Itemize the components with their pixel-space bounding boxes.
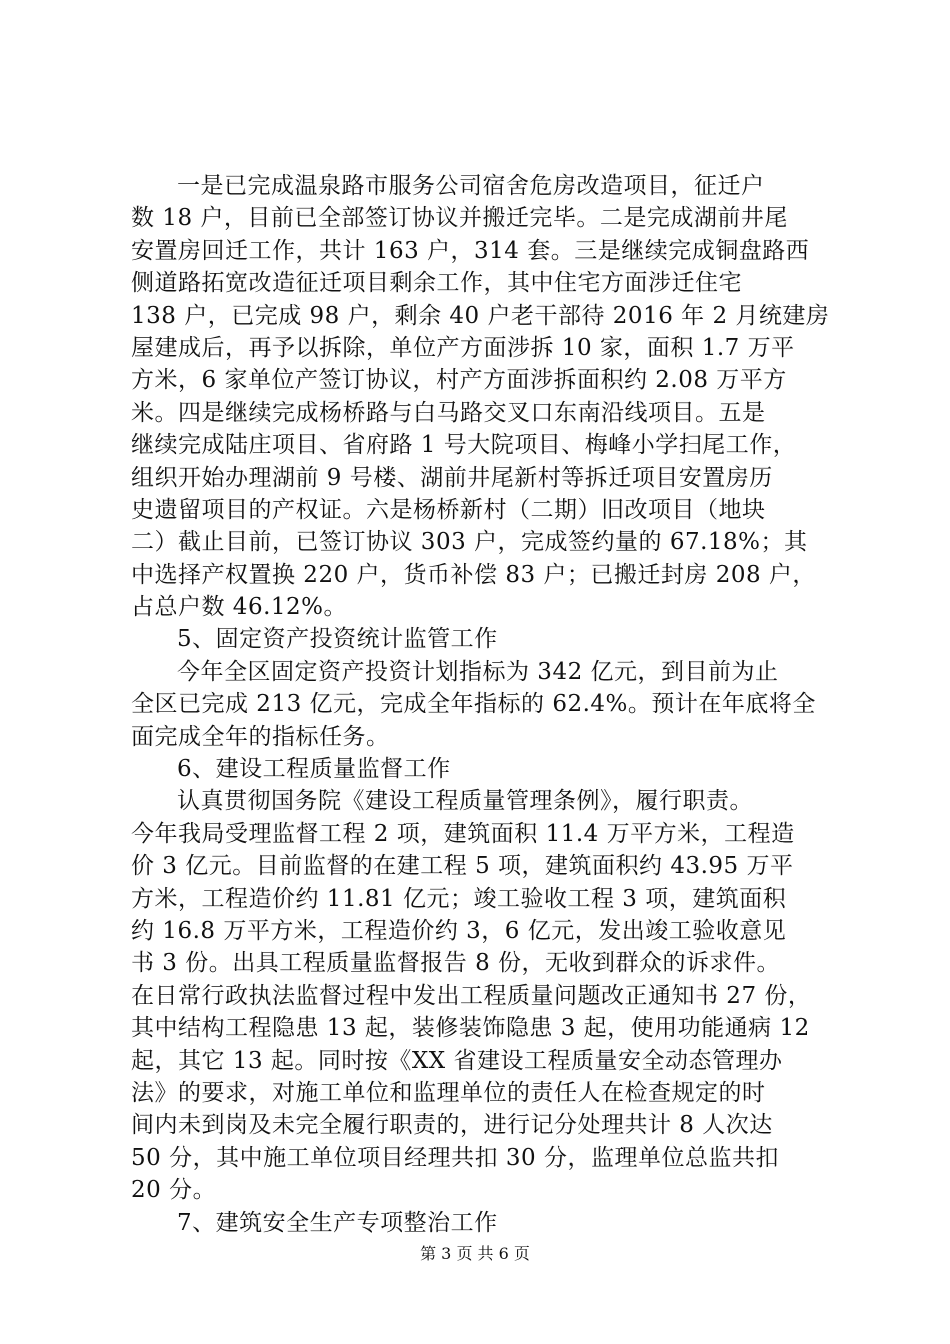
text-line: 其中结构工程隐患 13 起，装修装饰隐患 3 起，使用功能通病 12 bbox=[131, 1015, 810, 1042]
text-line: 安置房回迁工作，共计 163 户，314 套。三是继续完成铜盘路西 bbox=[131, 237, 810, 264]
text-line: 米。四是继续完成杨桥路与白马路交叉口东南沿线项目。五是 bbox=[131, 399, 766, 426]
text-line: 认真贯彻国务院《建设工程质量管理条例》，履行职责。 bbox=[177, 788, 753, 815]
text-line: 价 3 亿元。目前监督的在建工程 5 项，建筑面积约 43.95 万平 bbox=[131, 853, 794, 880]
text-line: 起，其它 13 起。同时按《XX 省建设工程质量安全动态管理办 bbox=[131, 1047, 783, 1074]
text-line: 7、建筑安全生产专项整治工作 bbox=[177, 1209, 498, 1236]
text-line: 6、建设工程质量监督工作 bbox=[177, 756, 451, 783]
text-line: 数 18 户，目前已全部签订协议并搬迁完毕。二是完成湖前井尾 bbox=[131, 205, 788, 232]
text-line: 今年我局受理监督工程 2 项，建筑面积 11.4 万平方米，工程造 bbox=[131, 820, 795, 847]
text-line: 占总户数 46.12%。 bbox=[131, 594, 348, 621]
text-line: 138 户，已完成 98 户，剩余 40 户老干部待 2016 年 2 月统建房 bbox=[131, 302, 830, 329]
text-line: 中选择产权置换 220 户，货币补偿 83 户；已搬迁封房 208 户， bbox=[131, 561, 816, 588]
text-line: 5、固定资产投资统计监管工作 bbox=[177, 626, 498, 653]
text-line: 屋建成后，再予以拆除，单位产方面涉拆 10 家，面积 1.7 万平 bbox=[131, 334, 795, 361]
text-line: 二）截止目前，已签订协议 303 户，完成签约量的 67.18%；其 bbox=[131, 529, 808, 556]
text-line: 在日常行政执法监督过程中发出工程质量问题改正通知书 27 份， bbox=[131, 982, 812, 1009]
text-line: 一是已完成温泉路市服务公司宿舍危房改造项目，征迁户 bbox=[177, 173, 765, 199]
text-line: 50 分，其中施工单位项目经理共扣 30 分，监理单位总监共扣 bbox=[131, 1144, 779, 1171]
text-line: 书 3 份。出具工程质量监督报告 8 份，无收到群众的诉求件。 bbox=[131, 950, 781, 977]
text-line: 面完成全年的指标任务。 bbox=[131, 723, 390, 750]
text-line: 方米，6 家单位产签订协议，村产方面涉拆面积约 2.08 万平方 bbox=[131, 367, 787, 394]
text-line: 间内未到岗及未完全履行职责的，进行记分处理共计 8 人次达 bbox=[131, 1112, 773, 1139]
text-line: 继续完成陆庄项目、省府路 1 号大院项目、梅峰小学扫尾工作， bbox=[131, 432, 797, 459]
text-line: 史遗留项目的产权证。六是杨桥新村（二期）旧改项目（地块 bbox=[131, 496, 766, 523]
text-line: 法》的要求，对施工单位和监理单位的责任人在检查规定的时 bbox=[131, 1079, 766, 1106]
document-body bbox=[131, 170, 831, 1239]
text-line: 侧道路拓宽改造征迁项目剩余工作，其中住宅方面涉迁住宅 bbox=[131, 270, 742, 297]
text-line: 方米，工程造价约 11.81 亿元；竣工验收工程 3 项，建筑面积 bbox=[131, 885, 787, 912]
text-line: 全区已完成 213 亿元，完成全年指标的 62.4%。预计在年底将全 bbox=[131, 691, 816, 718]
text-line: 今年全区固定资产投资计划指标为 342 亿元，到目前为止 bbox=[177, 658, 779, 685]
text-line: 20 分。 bbox=[131, 1177, 217, 1204]
text-line: 约 16.8 万平方米，工程造价约 3，6 亿元，发出竣工验收意见 bbox=[131, 917, 787, 944]
page-number-footer: 第 3 页 共 6 页 bbox=[420, 1244, 530, 1263]
text-line: 组织开始办理湖前 9 号楼、湖前井尾新村等拆迁项目安置房历 bbox=[131, 464, 773, 491]
